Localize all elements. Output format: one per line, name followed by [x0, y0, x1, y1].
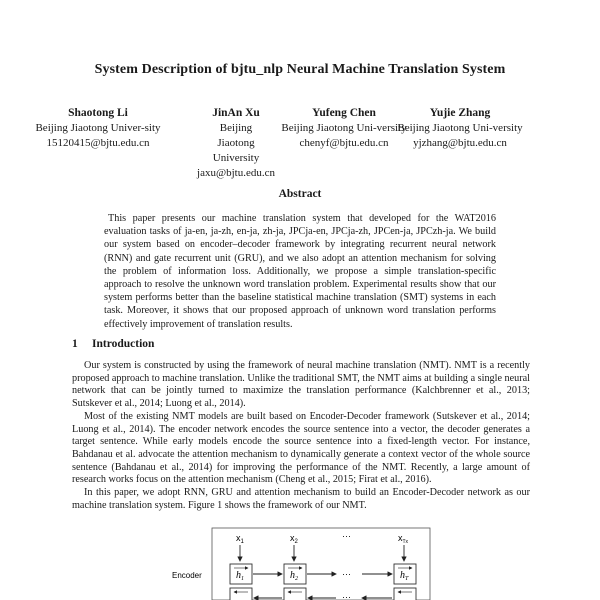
hidden-h2-label: $h_2$: [290, 570, 298, 582]
author-name: Yujie Zhang: [429, 107, 491, 119]
author-email: yjzhang@bjtu.edu.cn: [413, 137, 507, 149]
paragraph: In this paper, we adopt RNN, GRU and attention mechanism to build an Encoder-Decoder network as our machine translation system. Figure 1 shows the framework of our NMT.: [72, 487, 530, 511]
introduction-body: [72, 360, 530, 512]
paragraph: Our system is constructed by using the framework of neural machine translation (NMT). NMT is a recently proposed approach to machine translation. Unlike the traditional SMT, the NMT aims at building a single neural network that can be jointly turned to maximize the translation performance (Kalchbrenner et al., 2013; Sutskever et al., 2014; Luong et al., 2014).: [72, 360, 530, 410]
author-name: Shaotong Li: [68, 107, 128, 119]
backward-box-h1: [230, 588, 252, 600]
paragraph: Most of the existing NMT models are built based on Encoder-Decoder framework (Sutskever et al., 2014; Luong et al., 2014). The encoder network encodes the source sentence into a vector, the decoder generates a target sentence. While early models encode the source sentence into a fixed-length vector. For instance, Bahdanau et al. advocate the attention mechanism to dynamically generate a context vector of the whole source sentence (Bahdanau et al., 2014) for improving the performance of the NMT. Recently, a large amount of research works focus on the attention mechanism (Cheng et al., 2015; Firat et al., 2016).: [72, 410, 530, 486]
author-block: [28, 106, 578, 179]
paper-title: System Description of bjtu_nlp Neural Machine Translation System: [94, 62, 506, 77]
encoder-label: Encoder: [172, 571, 202, 580]
section-title: Introduction: [92, 338, 155, 350]
author-name: JinAn Xu: [212, 107, 260, 119]
figure-1-encoder-decoder: [150, 526, 450, 600]
input-x2: $x_2$: [290, 533, 298, 545]
backward-box-h2: [284, 588, 306, 600]
input-xtx: $x_{Tx}$: [398, 533, 409, 545]
author-affiliation: Beijing Jiaotong University: [212, 122, 260, 164]
author-affiliation: Beijing Jiaotong Univer-sity: [35, 122, 161, 134]
author-1: [28, 106, 168, 151]
author-email: jaxu@bjtu.edu.cn: [197, 167, 275, 179]
backward-ellipsis: ···: [342, 592, 351, 600]
hidden-h1-label: $h_1$: [236, 570, 244, 582]
section-heading: [72, 338, 372, 350]
author-name: Yufeng Chen: [312, 107, 376, 119]
author-email: 15120415@bjtu.edu.cn: [46, 137, 150, 149]
author-email: chenyf@bjtu.edu.cn: [299, 137, 389, 149]
hidden-ht-label: $h_T$: [400, 570, 409, 582]
hidden-ellipsis: ···: [342, 569, 351, 579]
input-ellipsis: ···: [342, 531, 351, 541]
abstract-text: This paper presents our machine translation system that developed for the WAT2016 evaluation tasks of ja-en, ja-zh, en-ja, zh-ja, JPCja-en, JPCja-zh, JPCen-ja, JPCzh-ja. We build our system based on encoder–decoder framework by integrating recurrent neural network (RNN) and gate recurrent unit (GRU), and we also adopt an attention mechanism for solving the problem of information loss. Additionally, we propose a simple translation-specific approach to resolve the unknown word translation problem. Experimental results show that our system performs better than the baseline statistical machine translation (SMT) systems in each task. Moreover, it shows that our proposed approach of unknown word translation performs effectively improvement of translation results.: [104, 213, 496, 330]
author-affiliation: Beijing Jiaotong Uni-versity: [281, 122, 407, 134]
author-4: [390, 106, 530, 151]
input-x1: $x_1$: [236, 533, 244, 545]
section-number: 1: [72, 338, 78, 350]
author-affiliation: Beijing Jiaotong Uni-versity: [397, 122, 523, 134]
abstract-heading: Abstract: [278, 188, 322, 200]
figure-diagram: [150, 526, 450, 600]
backward-box-ht: [394, 588, 416, 600]
